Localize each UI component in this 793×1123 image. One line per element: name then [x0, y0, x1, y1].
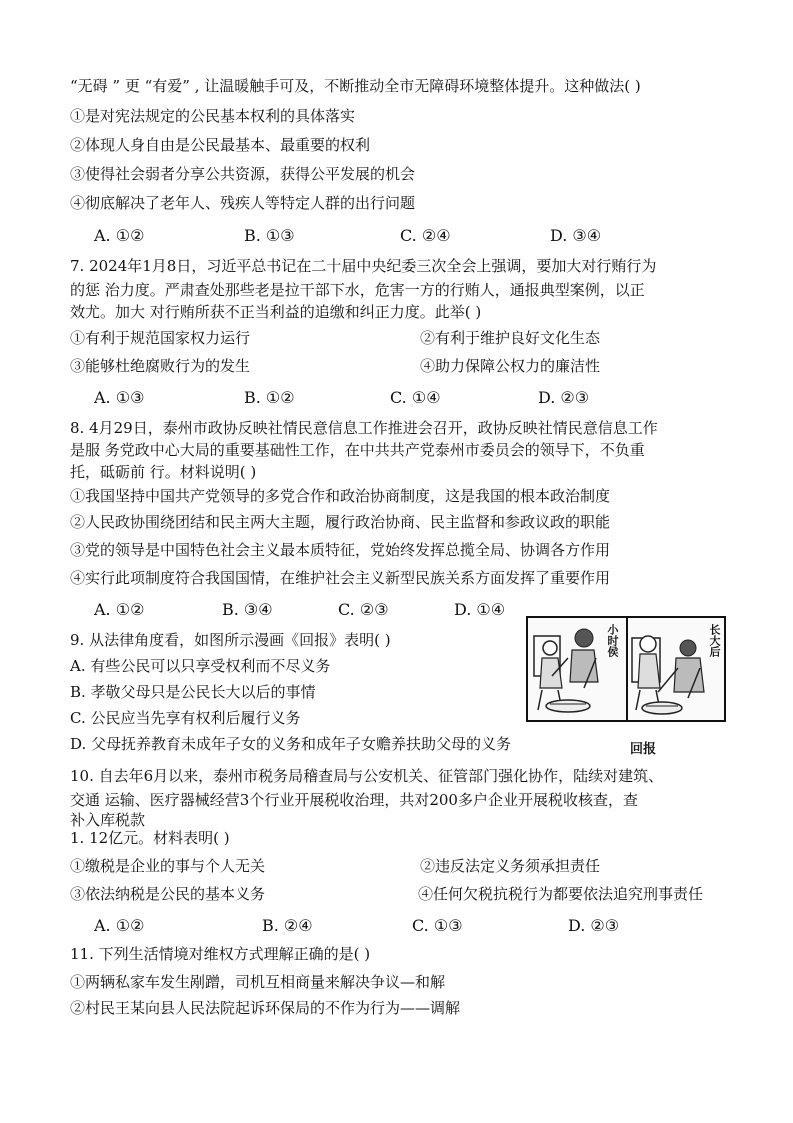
q8-option-b[interactable]: B. ③④ [222, 600, 273, 619]
q10-stem-line-1: 10. 自去年6月以来，泰州市税务局稽查局与公安机关、征管部门强化协作，陆续对建筑、 [70, 767, 664, 785]
q10-item-3: ③依法纳税是公民的基本义务 [70, 885, 266, 903]
q6-item-2: ②体现人身自由是公民最基本、最重要的权利 [70, 136, 371, 154]
q6-options [94, 226, 734, 248]
q9-option-d[interactable]: D. 父母抚养教育未成年子女的义务和成年子女赡养扶助父母的义务 [70, 735, 512, 753]
q7-option-a[interactable]: A. ①③ [94, 388, 145, 407]
q10-option-a[interactable]: A. ①② [94, 916, 145, 935]
cartoon-right-label: 长大后 [708, 624, 721, 657]
q11-item-2: ②村民王某向县人民法院起诉环保局的不作为行为——调解 [70, 999, 461, 1017]
q7-option-d[interactable]: D. ②③ [538, 388, 590, 407]
q8-option-c[interactable]: C. ②③ [338, 600, 389, 619]
q7-option-c[interactable]: C. ①④ [390, 388, 441, 407]
q11-item-1: ①两辆私家车发生剐蹭，司机互相商量来解决争议—和解 [70, 973, 446, 991]
q7-stem-line-1: 7. 2024年1月8日，习近平总书记在二十届中央纪委三次全会上强调，要加大对行贿行为 [70, 257, 657, 275]
q7-item-3: ③能够杜绝腐败行为的发生 [70, 357, 251, 375]
q9-option-a[interactable]: A. 有些公民可以只享受权利而不尽义务 [70, 657, 331, 675]
q10-stem-line-3: 补入库税款 [70, 811, 146, 829]
q8-item-2: ②人民政协围绕团结和民主两大主题，履行政治协商、民主监督和参政议政的职能 [70, 513, 611, 531]
cartoon-divider [626, 618, 628, 720]
q8-stem-line-3: 托，砥砺前 行。材料说明( ) [70, 463, 257, 481]
cartoon-left-label: 小时侯 [606, 624, 619, 657]
q8-item-4: ④实行此项制度符合我国国情，在维护社会主义新型民族关系方面发挥了重要作用 [70, 569, 611, 587]
q11-stem: 11. 下列生活情境对维权方式理解正确的是( ) [70, 945, 371, 963]
q10-option-c[interactable]: C. ①③ [412, 916, 463, 935]
q8-stem-line-1: 8. 4月29日，泰州市政协反映社情民意信息工作推进会召开，政协反映社情民意信息工作 [70, 419, 658, 437]
q9-option-c[interactable]: C. 公民应当先享有权利后履行义务 [70, 709, 301, 727]
q7-item-2: ②有利于维护良好文化生态 [420, 329, 601, 347]
q6-item-4: ④彻底解决了老年人、残疾人等特定人群的出行问题 [70, 194, 416, 212]
q7-item-4: ④助力保障公权力的廉洁性 [420, 357, 601, 375]
q6-option-c[interactable]: C. ②④ [400, 226, 451, 245]
q10-option-d[interactable]: D. ②③ [568, 916, 620, 935]
q10-item-1: ①缴税是企业的事与个人无关 [70, 857, 266, 875]
q8-option-d[interactable]: D. ①④ [454, 600, 506, 619]
q6-item-1: ①是对宪法规定的公民基本权利的具体落实 [70, 107, 356, 125]
q6-option-a[interactable]: A. ①② [94, 226, 145, 245]
q8-item-3: ③党的领导是中国特色社会主义最本质特征，党始终发挥总揽全局、协调各方作用 [70, 541, 611, 559]
q6-item-3: ③使得社会弱者分享公共资源，获得公平发展的机会 [70, 165, 416, 183]
q10-stem-line-4: 1. 12亿元。材料表明( ) [70, 829, 230, 847]
q10-item-2: ②违反法定义务须承担责任 [420, 857, 601, 875]
q8-item-1: ①我国坚持中国共产党领导的多党合作和政治协商制度，这是我国的根本政治制度 [70, 487, 611, 505]
q10-option-b[interactable]: B. ②④ [262, 916, 313, 935]
q6-stem: “无碍 ” 更 “有爱” , 让温暖触手可及，不断推动全市无障碍环境整体提升。这种做法( ) [70, 77, 641, 95]
q9-stem: 9. 从法律角度看，如图所示漫画《回报》表明( ) [70, 631, 391, 649]
q6-option-d[interactable]: D. ③④ [550, 226, 602, 245]
q7-stem-line-3: 效尤。加大 对行贿所获不正当利益的追缴和纠正力度。此举( ) [70, 303, 482, 321]
q10-options [94, 916, 734, 938]
q6-option-b[interactable]: B. ①③ [244, 226, 295, 245]
cartoon-caption: 回报 [630, 742, 657, 757]
q8-stem-line-2: 是服 务党政中心大局的重要基础性工作，在中共共产党泰州市委员会的领导下，不负重 [70, 441, 645, 459]
huibao-cartoon [526, 616, 726, 722]
q7-options [94, 388, 734, 410]
q7-stem-line-2: 的惩 治力度。严肃查处那些老是拉干部下水，危害一方的行贿人，通报典型案例，以正 [70, 281, 645, 299]
q8-option-a[interactable]: A. ①② [94, 600, 145, 619]
q7-option-b[interactable]: B. ①② [244, 388, 295, 407]
q7-item-1: ①有利于规范国家权力运行 [70, 329, 251, 347]
q9-option-b[interactable]: B. 孝敬父母只是公民长大以后的事情 [70, 683, 316, 701]
q10-item-4: ④任何欠税抗税行为都要依法追究刑事责任 [418, 885, 704, 903]
q10-stem-line-2: 交通 运输、医疗器械经营3个行业开展税收治理，共对200多户企业开展税收核查，查 [70, 791, 638, 809]
